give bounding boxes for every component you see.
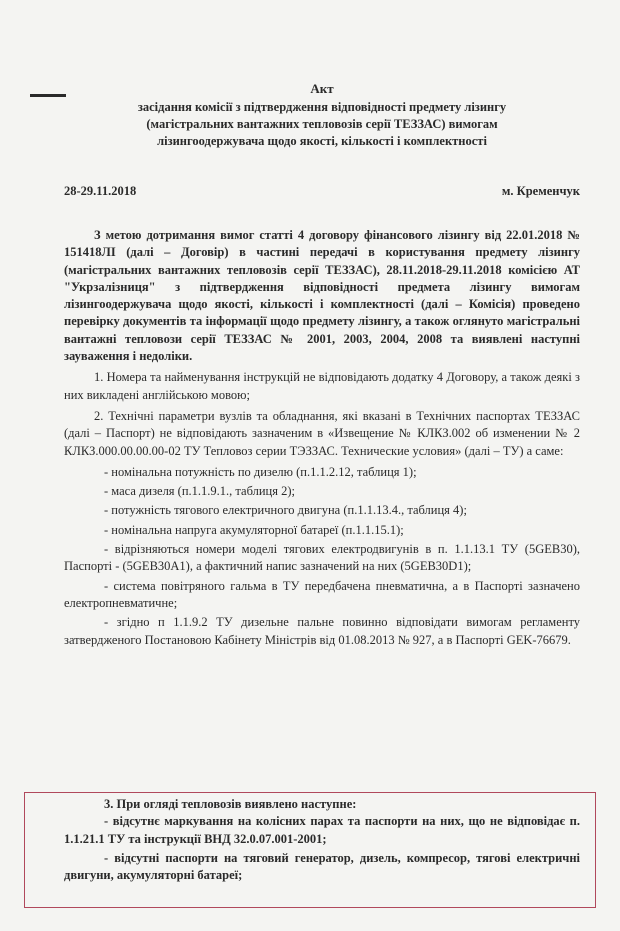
body-text — [64, 227, 580, 649]
corner-mark — [30, 94, 66, 97]
doc-subtitle-line2: (магістральних вантажних тепловозів серії ТЕЗЗАС) вимогам — [146, 117, 498, 131]
sub-item: - згідно п 1.1.9.2 ТУ дизельне пальне повинно відповідати вимогам регламенту затвердженого Постановою Кабінету Міністрів від 01.08.2013 № 927, а в Паспорті GEK-76679. — [64, 615, 580, 647]
item-2: 2. Технічні параметри вузлів та обладнання, які вказані в Технічних паспортах ТЕЗЗАС (далі – Паспорт) не відповідають зазначеним в «Извещение № КЛКЗ.002 об изменении № 2 КЛКЗ.000.00.00.00-02 ТУ Тепловоз серии ТЭЗЗАС. Технические условия» (далі – ТУ) а саме: — [64, 408, 580, 458]
intro-paragraph: З метою дотримання вимог статті 4 договору фінансового лізингу від 22.01.2018 № 151418ЛІ (далі – Договір) в частині передачі в користування предмету лізингу (магістральних вантажних тепловозів серії ТЕЗЗАС), 28.11.2018-29.11.2018 комісією АТ "Укрзалізниця" з підтвердження відповідності предмета лізингу вимогам лізингоодержувача щодо якості, кількості і комплектності (далі – Комісія) проведено перевірку документів та інформації щодо предмету лізингу, а також оглянуто магістральні вантажні тепловози серії ТЕЗЗАС № 2001, 2003, 2004, 2008 та виявлені наступні зауваження і недоліки. — [64, 228, 580, 364]
doc-place: м. Кременчук — [501, 184, 580, 198]
sub-item: - номінальна потужність по дизелю (п.1.1.2.12, таблиця 1); — [104, 464, 417, 479]
title-block — [64, 80, 580, 150]
sub-item: - потужність тягового електричного двигуна (п.1.1.13.4., таблиця 4); — [104, 503, 467, 518]
doc-subtitle-line1: засідання комісії з підтвердження відповідності предмету лізингу — [137, 100, 507, 114]
highlighted-section — [64, 796, 580, 886]
sub-item: - система повітряного гальма в ТУ передбачена пневматична, а в Паспорті зазначено електропневматичне; — [64, 578, 580, 610]
sub-item: - відрізняються номери моделі тягових електродвигунів в п. 1.1.13.1 ТУ (5GEB30), Паспорті - (5GEB30A1), а фактичний напис зазначений на них (5GEB30D1); — [64, 542, 580, 574]
document-page — [0, 80, 620, 931]
meta-row — [64, 184, 580, 199]
sub-item: - маса дизеля (п.1.1.9.1., таблиця 2); — [104, 484, 295, 499]
doc-title: Акт — [310, 81, 334, 96]
sub-item: - відсутнє маркування на колісних парах та паспорти на них, що не відповідає п. 1.1.21.1 ТУ та інструкції ВНД 32.0.07.001-2001; — [64, 814, 580, 846]
item-3: 3. При огляді тепловозів виявлено наступне: — [104, 797, 357, 811]
sub-item: - номінальна напруга акумуляторної батареї (п.1.1.15.1); — [104, 522, 404, 537]
sub-item: - відсутні паспорти на тяговий генератор, дизель, компресор, тягові електричні двигуни, акумуляторні батареї; — [64, 850, 580, 883]
item-1: 1. Номера та найменування інструкцій не відповідають додатку 4 Договору, а також деякі з них викладені англійською мовою; — [64, 370, 580, 402]
doc-subtitle-line3: лізингоодержувача щодо якості, кількості і комплектності — [157, 134, 487, 148]
doc-date: 28-29.11.2018 — [64, 184, 137, 198]
